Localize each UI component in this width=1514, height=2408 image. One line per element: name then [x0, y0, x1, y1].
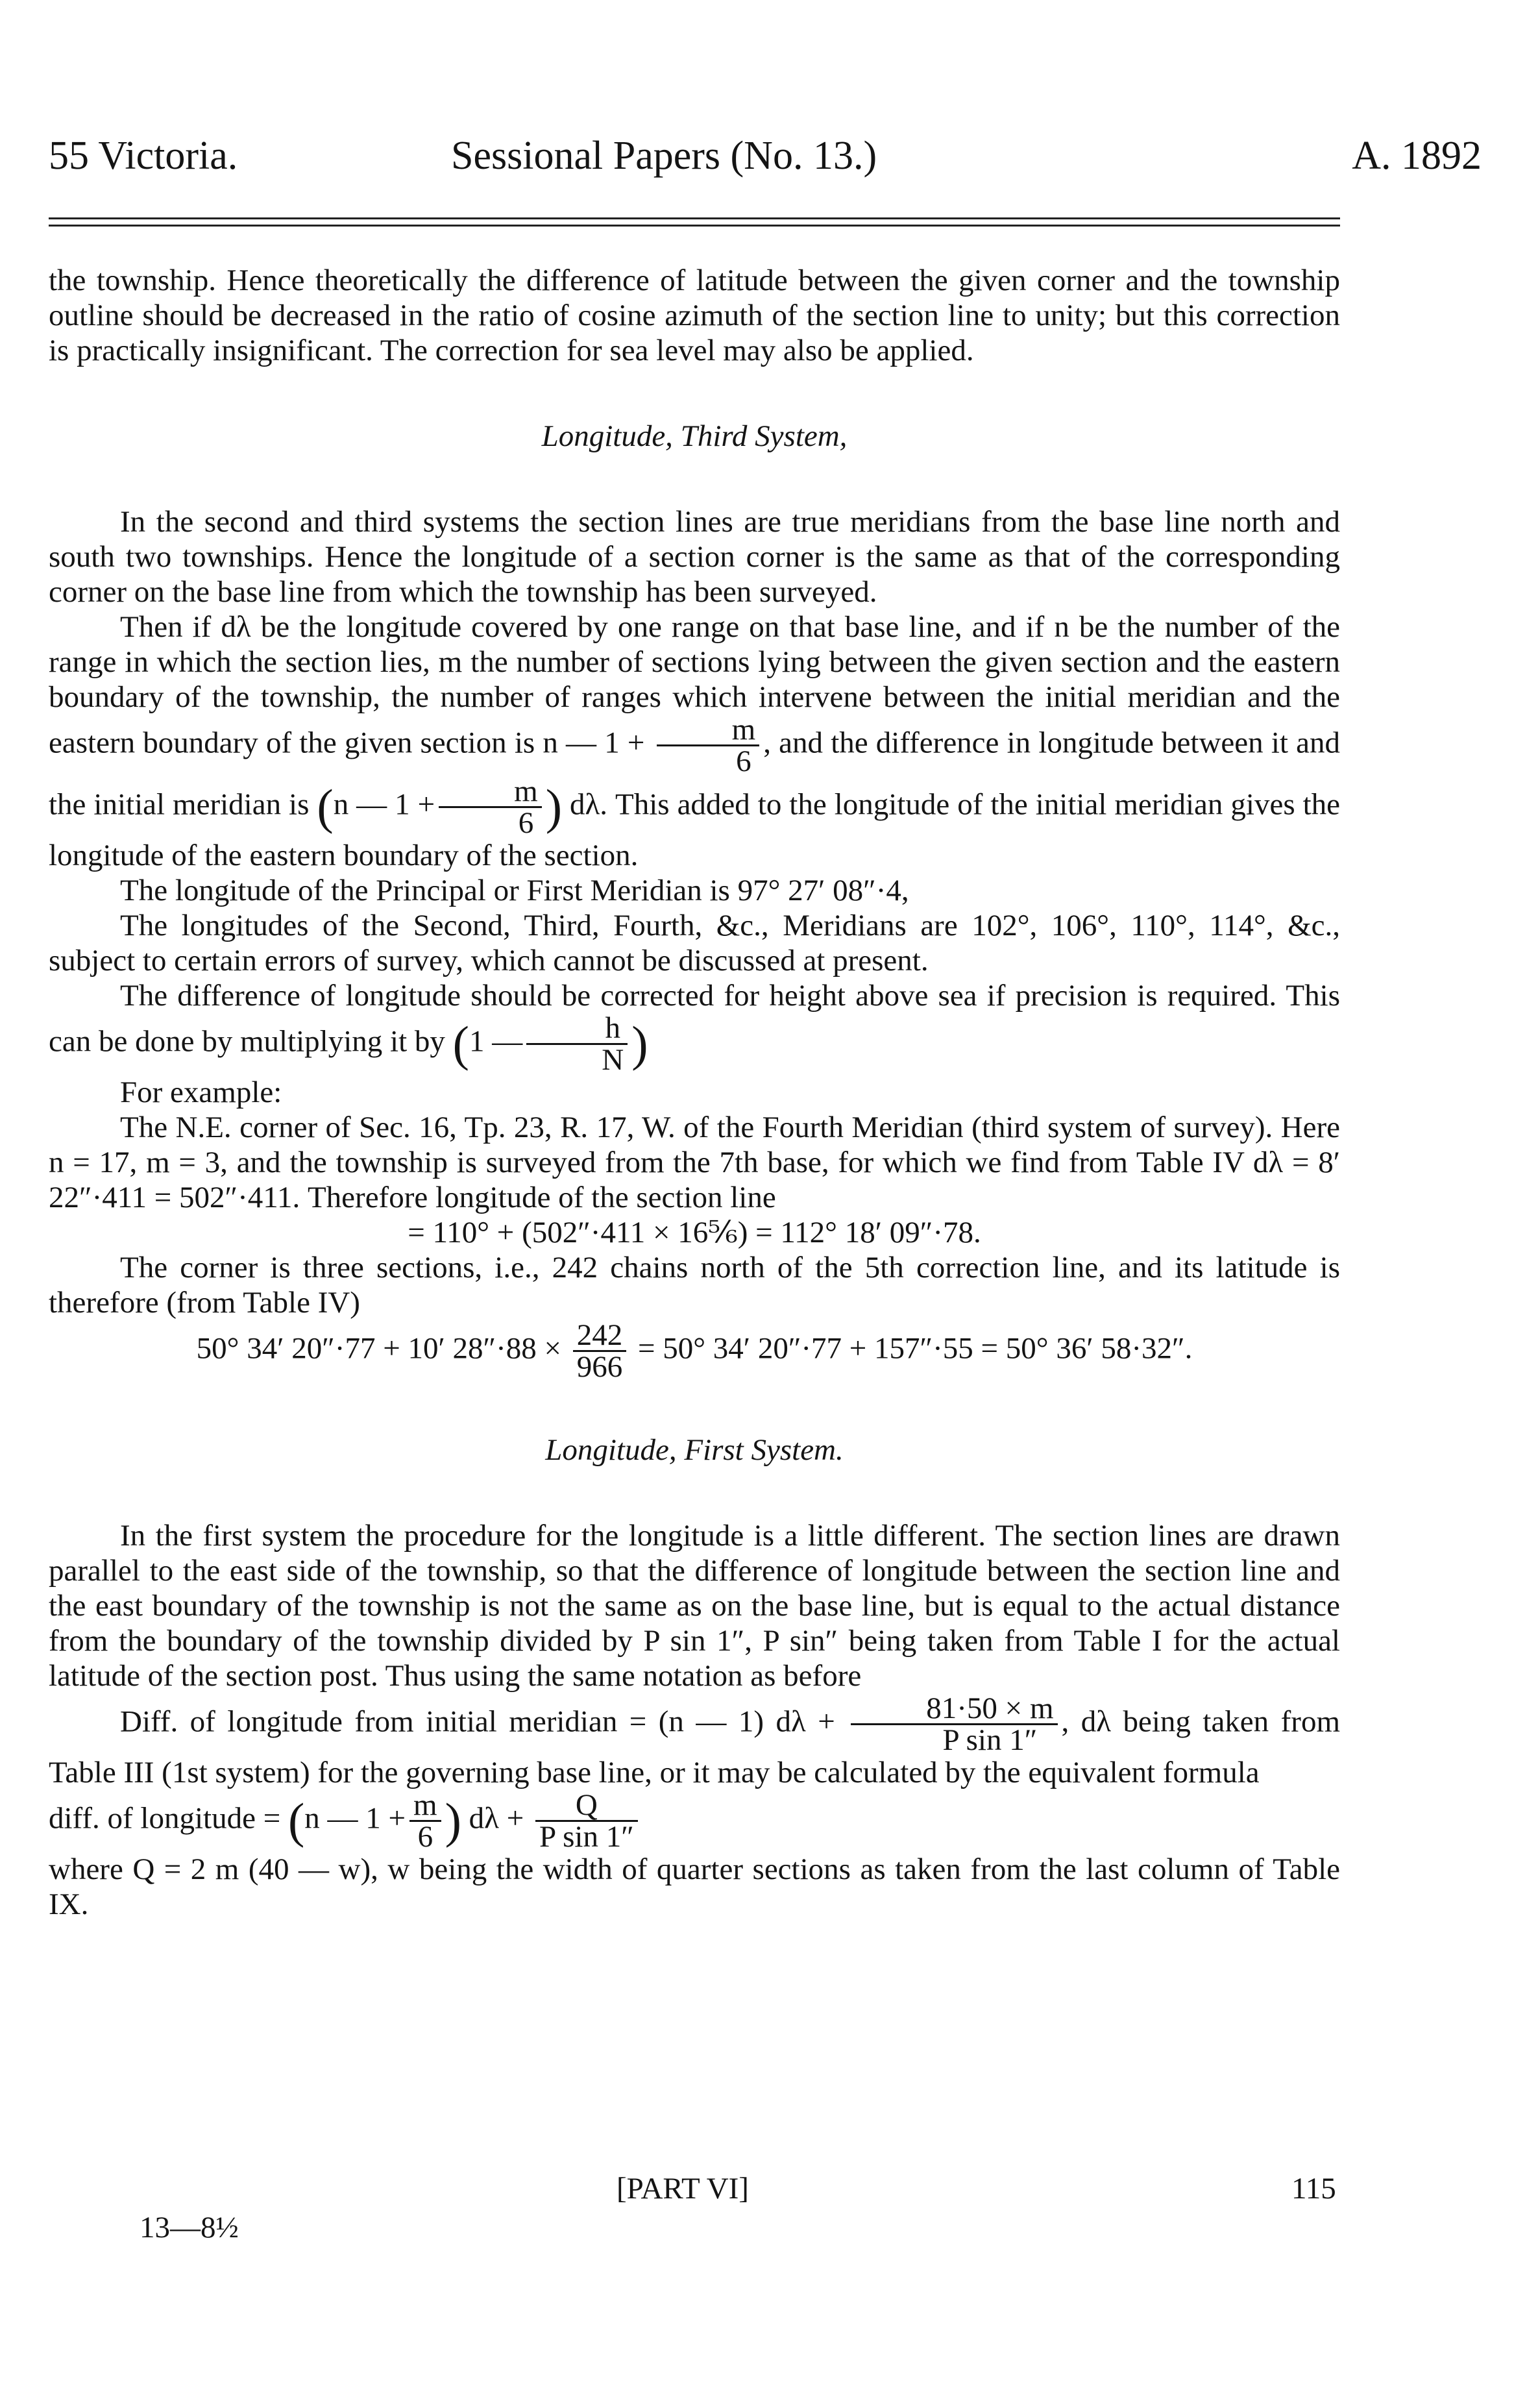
paragraph-12: where Q = 2 m (40 — w), w being the width of quarter sections as taken from the last column of Table IX. [49, 1852, 1340, 1921]
paragraph-6-text: The difference of longitude should be corrected for height above sea if precision is required. This can be done by multiplying it by [49, 979, 1340, 1059]
header-year: A. 1892 [1352, 134, 1482, 178]
fraction-Q-over-psin: $\frac{Q}{\text{P sin 1″}}$ [535, 1790, 638, 1852]
fraction-242-over-966: $\frac{242}{966}$ [573, 1320, 627, 1382]
header-session: 55 Victoria. [49, 134, 238, 178]
header-rule-bottom [49, 225, 1340, 227]
footer-page-number: 115 [1291, 2172, 1336, 2205]
paragraph-7: For example: [120, 1075, 282, 1109]
paragraph-5: The longitudes of the Second, Third, Fourth, &c., Meridians are 102°, 106°, 110°, 114°, &c., subject to certain errors of survey, which cannot be discussed at present. [49, 909, 1340, 977]
paragraph-2: In the second and third systems the section lines are true meridians from the base line north and south two townships. Hence the longitude of a section corner is the same as that of the corresponding corner on the base line from which the township has been surveyed. [49, 505, 1340, 609]
paragraph-10: In the first system the procedure for the longitude is a little different. The section lines are drawn parallel to the east side of the township, so that the difference of longitude between the section line and the east boundary of the township is not the same as on the base line, but is equal to the actual distance from the boundary of the township divided by P sin 1″, P sin″ being taken from Table I for the actual latitude of the section post. Thus using the same notation as before [49, 1519, 1340, 1693]
paragraph-3-part-c: dλ. This added to the longitude of the initial meridian gives the longitude of the eastern boundary of the section. [49, 787, 1341, 872]
equation-2: 50° 34′ 20″·77 + 10′ 28″·88 × $\frac{242}{966}$ = 50° 34′ 20″·77 + 157″·55 = 50° 36′ 58·32″. [196, 1318, 1193, 1384]
one-minus: 1 — [469, 1024, 523, 1059]
paragraph-1: the township. Hence theoretically the difference of latitude between the given corner and the township outline should be decreased in the ratio of cosine azimuth of the section line to unity; but this correction is practically insignificant. The correction for sea level may also be applied. [49, 264, 1340, 367]
equation-1: = 110° + (502″·411 × 16⅚) = 112° 18′ 09″·78. [408, 1216, 981, 1249]
fraction-m-over-6-b: $\frac{m}{6}$ [439, 776, 542, 838]
paragraph-3-part-b: , and the difference in longitude between it and the initial meridian is [49, 726, 1340, 822]
paragraph-8: The N.E. corner of Sec. 16, Tp. 23, R. 17, W. of the Fourth Meridian (third system of survey). Here n = 17, m = 3, and the township is surveyed from the 7th base, for which we find from Table IV dλ = 8′ 22″·411 = 502″·411. Therefore longitude of the section line [49, 1111, 1340, 1214]
header-title: Sessional Papers (No. 13.) [451, 134, 877, 178]
fraction-m-over-6-c: $\frac{m}{6}$ [409, 1790, 441, 1852]
footer-part: [PART VI] [617, 2172, 749, 2205]
left-paren: ( [317, 780, 334, 835]
n-minus-one-plus: n — 1 + [333, 787, 435, 822]
right-paren: ) [545, 780, 563, 835]
paragraph-3 [49, 609, 1340, 873]
paragraph-6: The difference of longitude should be corrected for height above sea if precision is required. This can be done by multiplying it by (1 — $\frac{h}{N}$ ) [49, 979, 1340, 1077]
paragraph-4: The longitude of the Principal or First Meridian is 97° 27′ 08″·4, [120, 874, 909, 907]
paragraph-3-part-a: Then if dλ be the longitude covered by one range on that base line, and if n be the number of the range in which the section lies, m the number of sections lying between the given section and the eastern boundary of the township, the number of ranges which intervene between the initial meridian and the eastern boundary of the given section is n — 1 + [49, 610, 1340, 760]
page-body [49, 263, 1340, 1922]
footer-signature: 13—8½ [140, 2211, 239, 2244]
paragraph-9: The corner is three sections, i.e., 242 chains north of the 5th correction line, and its latitude is therefore (from Table IV) [49, 1251, 1340, 1320]
paragraph-11: Diff. of longitude from initial meridian = (n — 1) dλ + $\frac{81\cdot 50 \times m}{\text{P sin 1″}}$ , dλ being taken from Table III (1st system) for the governing base line, or it may be calculated by the equivalent formula [49, 1691, 1341, 1789]
equation-3: diff. of longitude = (n — 1 + $\frac{m}{6}$ ) dλ + $\frac{Q}{\text{P sin 1″}}$ [49, 1790, 1340, 1852]
fraction-8150m-over-psin: $\frac{81\cdot 50 \times m}{\text{P sin 1″}}$ [851, 1693, 1057, 1755]
fraction-m-over-6: $\frac{m}{6}$ [657, 715, 760, 776]
header-rule-top [49, 217, 1340, 219]
heading-first-system: Longitude, First System. [545, 1433, 844, 1467]
page-header [49, 133, 1482, 185]
heading-third-system: Longitude, Third System, [541, 419, 848, 453]
fraction-h-over-N: $\frac{h}{N}$ [526, 1013, 628, 1075]
